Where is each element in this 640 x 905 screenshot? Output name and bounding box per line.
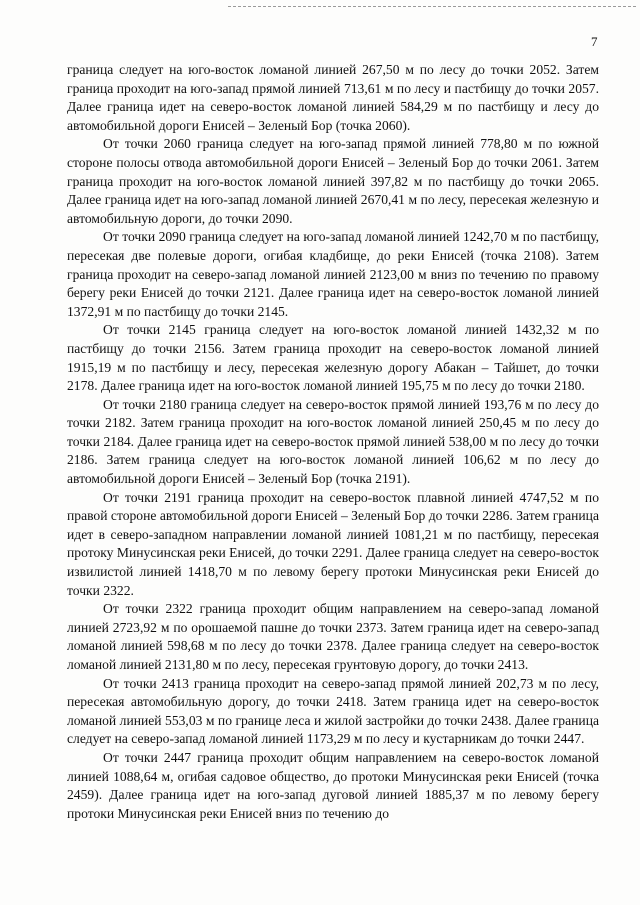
scan-edge-line [228, 6, 636, 7]
document-body [67, 61, 599, 823]
paragraph-point-2447: От точки 2447 граница проходит общим направлением на северо-восток ломаной линией 1088,64 м, огибая садовое общество, до протоки Минусинская реки Енисей (точка 2459). Далее граница идет на юго-запад дуговой линией 1885,37 м по левому берегу протоки Минусинская реки Енисей вниз по течению до [67, 749, 599, 821]
page-number: 7 [591, 34, 598, 49]
paragraph-point-2145: От точки 2145 граница следует на юго-восток ломаной линией 1432,32 м по пастбищу до точки 2156. Затем граница проходит на северо-восток ломаной линией 1915,19 м по пастбищу и лесу, пересекая железную дорогу Абакан – Тайшет, до точки 2178. Далее граница идет на юго-восток ломаной линией 195,75 м по лесу до точки 2180. [67, 322, 599, 394]
paragraph-point-2060: От точки 2060 граница следует на юго-запад прямой линией 778,80 м по южной стороне полосы отвода автомобильной дороги Енисей – Зеленый Бор до точки 2061. Затем граница проходит на юго-восток ломаной линией 397,82 м по пастбищу до точки 2065. Далее граница идет на юго-запад ломаной линией 2670,41 м по лесу, пересекая железную и автомобильную дороги, до точки 2090. [67, 136, 599, 226]
paragraph-point-2090: От точки 2090 граница следует на юго-запад ломаной линией 1242,70 м по пастбищу, пересекая две полевые дороги, огибая кладбище, до реки Енисей (точка 2108). Затем граница проходит на северо-запад ломаной линией 2123,00 м вниз по течению по правому берегу реки Енисей до точки 2121. Далее граница идет на северо-восток ломаной линией 1372,91 м по пастбищу до точки 2145. [67, 229, 599, 319]
paragraph-point-2413: От точки 2413 граница проходит на северо-запад прямой линией 202,73 м по лесу, пересекая автомобильную дорогу, до точки 2418. Затем граница идет на северо-восток ломаной линией 553,03 м по границе леса и жилой застройки до точки 2438. Далее граница следует на северо-запад ломаной линией 1173,29 м по лесу и кустарникам до точки 2447. [67, 675, 599, 747]
paragraph-point-2180: От точки 2180 граница следует на северо-восток прямой линией 193,76 м по лесу до точки 2182. Затем граница проходит на юго-восток ломаной линией 250,45 м по лесу до точки 2184. Далее граница идет на северо-восток прямой линией 538,00 м по лесу до точки 2186. Затем граница следует на юго-восток ломаной линией 106,62 м по лесу до автомобильной дороги Енисей – Зеленый Бор (точка 2191). [67, 396, 599, 487]
paragraph-continuation: граница следует на юго-восток ломаной линией 267,50 м по лесу до точки 2052. Затем граница проходит на юго-запад прямой линией 713,61 м по лесу и пастбищу до точки 2057. Далее граница идет на северо-восток ломаной линией 584,29 м по пастбищу и лесу до автомобильной дороги Енисей – Зеленый Бор (точка 2060). [67, 62, 599, 133]
paragraph-point-2322: От точки 2322 граница проходит общим направлением на северо-запад ломаной линией 2723,92 м по орошаемой пашне до точки 2373. Затем граница идет на северо-запад ломаной линией 598,68 м по лесу до точки 2378. Далее граница следует на северо-восток ломаной линией 2131,80 м по лесу, пересекая грунтовую дорогу, до точки 2413. [67, 601, 599, 672]
paragraph-point-2191: От точки 2191 граница проходит на северо-восток плавной линией 4747,52 м по правой стороне автомобильной дороги Енисей – Зеленый Бор до точки 2286. Затем граница идет в северо-западном направлении ломаной линией 1081,21 м по пастбищу, пересекая протоку Минусинская реки Енисей, до точки 2291. Далее граница следует на северо-восток извилистой линией 1418,70 м по левому берегу протоки Минусинская реки Енисей до точки 2322. [67, 489, 599, 598]
